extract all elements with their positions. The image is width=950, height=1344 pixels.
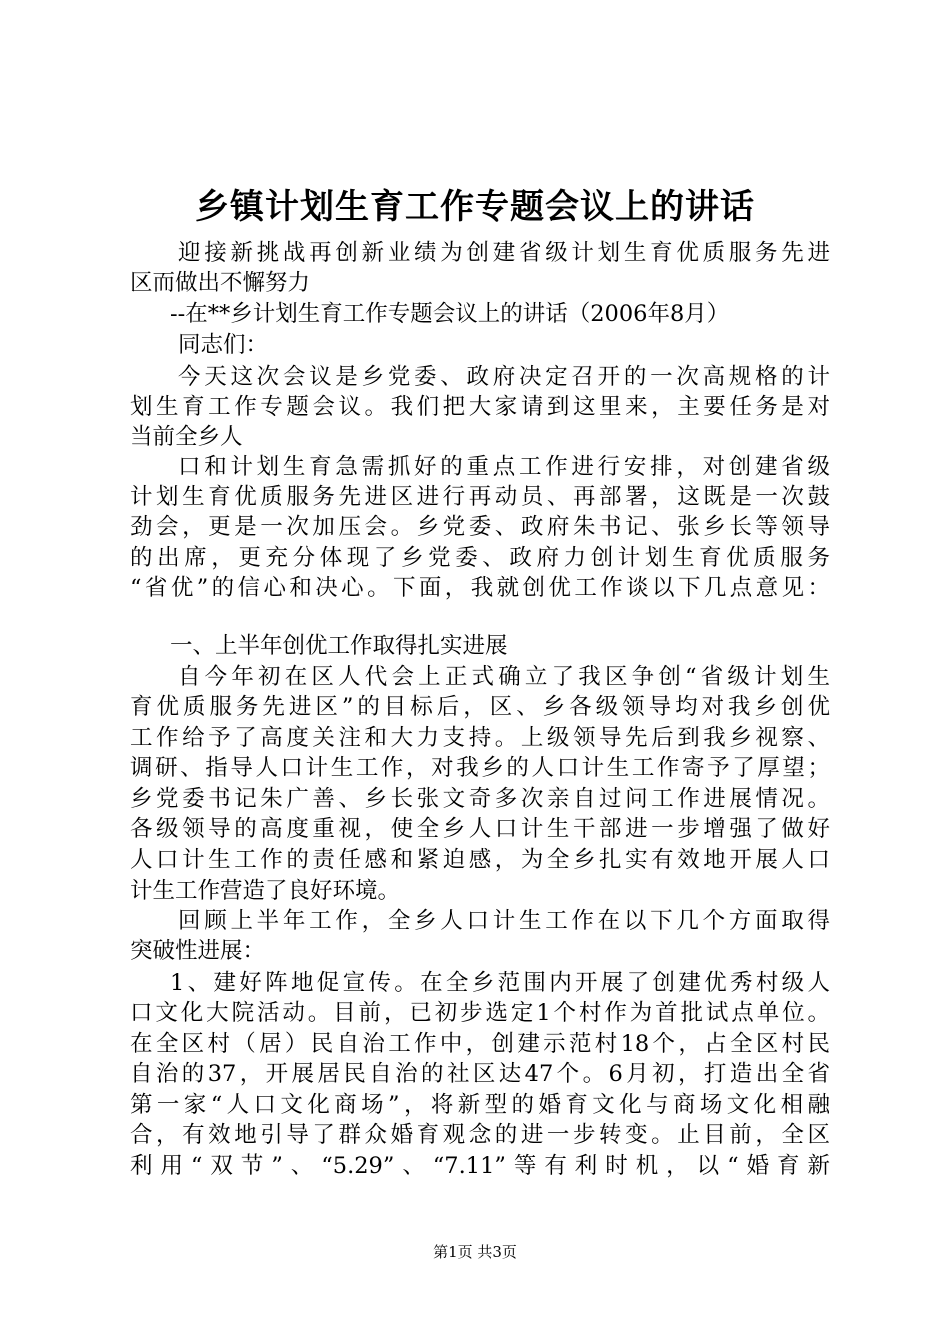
paragraph-line: 合，有效地引导了群众婚育观念的进一步转变。止目前，全区	[130, 1122, 830, 1148]
paragraph-line: 第一家“人口文化商场”，将新型的婚育文化与商场文化相融	[130, 1092, 830, 1118]
paragraph-line: 工作给予了高度关注和大力支持。上级领导先后到我乡视察、	[130, 725, 830, 751]
paragraph-line: 口和计划生育急需抓好的重点工作进行安排，对创建省级	[178, 454, 830, 480]
salutation-line: 同志们：	[178, 332, 269, 358]
paragraph-line: 1、建好阵地促宣传。在全乡范围内开展了创建优秀村级人	[170, 970, 830, 996]
subtitle-line-2: 区而做出不懈努力	[130, 270, 311, 296]
paragraph-line: 突破性进展：	[130, 938, 266, 964]
paragraph-line: 今天这次会议是乡党委、政府决定召开的一次高规格的计	[178, 364, 830, 390]
paragraph-line: 回顾上半年工作，全乡人口计生工作在以下几个方面取得	[178, 908, 830, 934]
paragraph-line: 口文化大院活动。目前，已初步选定1个村作为首批试点单位。	[130, 1000, 830, 1026]
paragraph-line: 计生工作营造了良好环境。	[130, 878, 401, 904]
page-number-footer: 第1页 共3页	[433, 1243, 517, 1261]
paragraph-line: 自治的37，开展居民自治的社区达47个。6月初，打造出全省	[130, 1061, 830, 1087]
document-title: 乡镇计划生育工作专题会议上的讲话	[195, 187, 755, 227]
paragraph-line: 劲会，更是一次加压会。乡党委、政府朱书记、张乡长等领导	[130, 514, 830, 540]
speech-occasion-line: --在**乡计划生育工作专题会议上的讲话（2006年8月）	[170, 301, 730, 327]
paragraph-line: 划生育工作专题会议。我们把大家请到这里来，主要任务是对	[130, 394, 830, 420]
section-heading: 一、上半年创优工作取得扎实进展	[170, 633, 508, 659]
paragraph-line: 的出席，更充分体现了乡党委、政府力创计划生育优质服务	[130, 545, 830, 571]
paragraph-line: 计划生育优质服务先进区进行再动员、再部署，这既是一次鼓	[130, 484, 830, 510]
paragraph-line: 在全区村（居）民自治工作中，创建示范村18个，占全区村民	[130, 1031, 830, 1057]
paragraph-line: “省优”的信心和决心。下面，我就创优工作谈以下几点意见：	[130, 575, 830, 601]
paragraph-line: 育优质服务先进区”的目标后，区、乡各级领导均对我乡创优	[130, 694, 830, 720]
paragraph-line: 各级领导的高度重视，使全乡人口计生干部进一步增强了做好	[130, 816, 830, 842]
subtitle-line-1: 迎接新挑战再创新业绩为创建省级计划生育优质服务先进	[178, 240, 830, 266]
paragraph-line: 当前全乡人	[130, 424, 243, 450]
paragraph-line: 自今年初在区人代会上正式确立了我区争创“省级计划生	[178, 664, 830, 690]
paragraph-line: 利用“双节”、“5.29”、“7.11”等有利时机，以“婚育新	[130, 1153, 830, 1179]
paragraph-line: 乡党委书记朱广善、乡长张文奇多次亲自过问工作进展情况。	[130, 786, 830, 812]
paragraph-line: 调研、指导人口计生工作，对我乡的人口计生工作寄予了厚望；	[130, 755, 830, 781]
paragraph-line: 人口计生工作的责任感和紧迫感，为全乡扎实有效地开展人口	[130, 847, 830, 873]
